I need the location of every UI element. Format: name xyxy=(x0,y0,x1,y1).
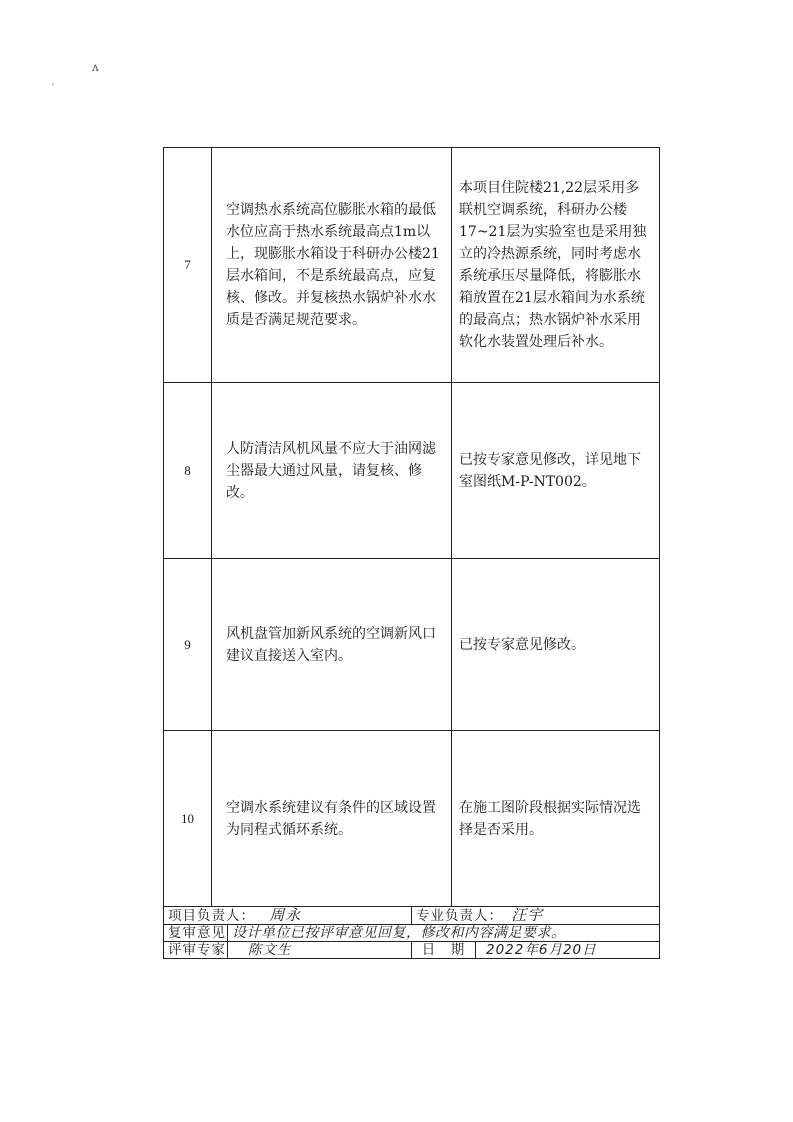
row-number: 7 xyxy=(164,148,212,383)
review-issue: 空调水系统建议有条件的区域设置为同程式循环系统。 xyxy=(212,731,452,907)
expert-label: 评审专家 xyxy=(164,942,228,959)
design-response: 已按专家意见修改，详见地下室图纸M-P-NT002。 xyxy=(452,383,660,559)
recheck-opinion: 设计单位已按评审意见回复，修改和内容满足要求。 xyxy=(228,925,660,942)
design-response: 本项目住院楼21,22层采用多联机空调系统，科研办公楼17~21层为实验室也是采用独立的冷热源系统，同时考虑水系统承压尽量降低，将膨胀水箱放置在21层水箱间为水系统的最高点；热水锅炉补水采用软化水装置处理后补水。 xyxy=(452,148,660,383)
review-issue: 风机盘管加新风系统的空调新风口建议直接送入室内。 xyxy=(212,559,452,731)
review-issue: 人防清洁风机风量不应大于油网滤尘器最大通过风量，请复核、修改。 xyxy=(212,383,452,559)
approval-footer-table xyxy=(163,906,660,959)
expert-signature: 陈文生 xyxy=(228,942,412,959)
expert-row xyxy=(164,942,660,959)
specialty-lead-cell xyxy=(412,907,660,925)
design-response: 已按专家意见修改。 xyxy=(452,559,660,731)
date-label: 日 期 xyxy=(412,942,476,959)
review-date: 2022年6月20日 xyxy=(476,942,660,959)
scan-speck: ʌ xyxy=(92,60,99,74)
specialty-lead-label: 专业负责人： xyxy=(416,908,503,924)
review-comment-table xyxy=(163,147,660,907)
table-row xyxy=(164,148,660,383)
table-row xyxy=(164,383,660,559)
specialty-lead-signature: 汪宇 xyxy=(511,906,544,924)
recheck-row xyxy=(164,925,660,942)
table-row xyxy=(164,731,660,907)
project-lead-label: 项目负责人： xyxy=(168,908,255,924)
scan-speck: ˙ xyxy=(50,82,56,96)
table-row xyxy=(164,559,660,731)
row-number: 10 xyxy=(164,731,212,907)
project-lead-cell xyxy=(164,907,412,925)
signature-row xyxy=(164,907,660,925)
row-number: 8 xyxy=(164,383,212,559)
design-response: 在施工图阶段根据实际情况选择是否采用。 xyxy=(452,731,660,907)
recheck-label: 复审意见 xyxy=(164,925,228,942)
row-number: 9 xyxy=(164,559,212,731)
project-lead-signature: 周永 xyxy=(269,906,302,924)
review-issue: 空调热水系统高位膨胀水箱的最低水位应高于热水系统最高点1m以上，现膨胀水箱设于科研办公楼21层水箱间，不是系统最高点，应复核、修改。并复核热水锅炉补水水质是否满足规范要求。 xyxy=(212,148,452,383)
